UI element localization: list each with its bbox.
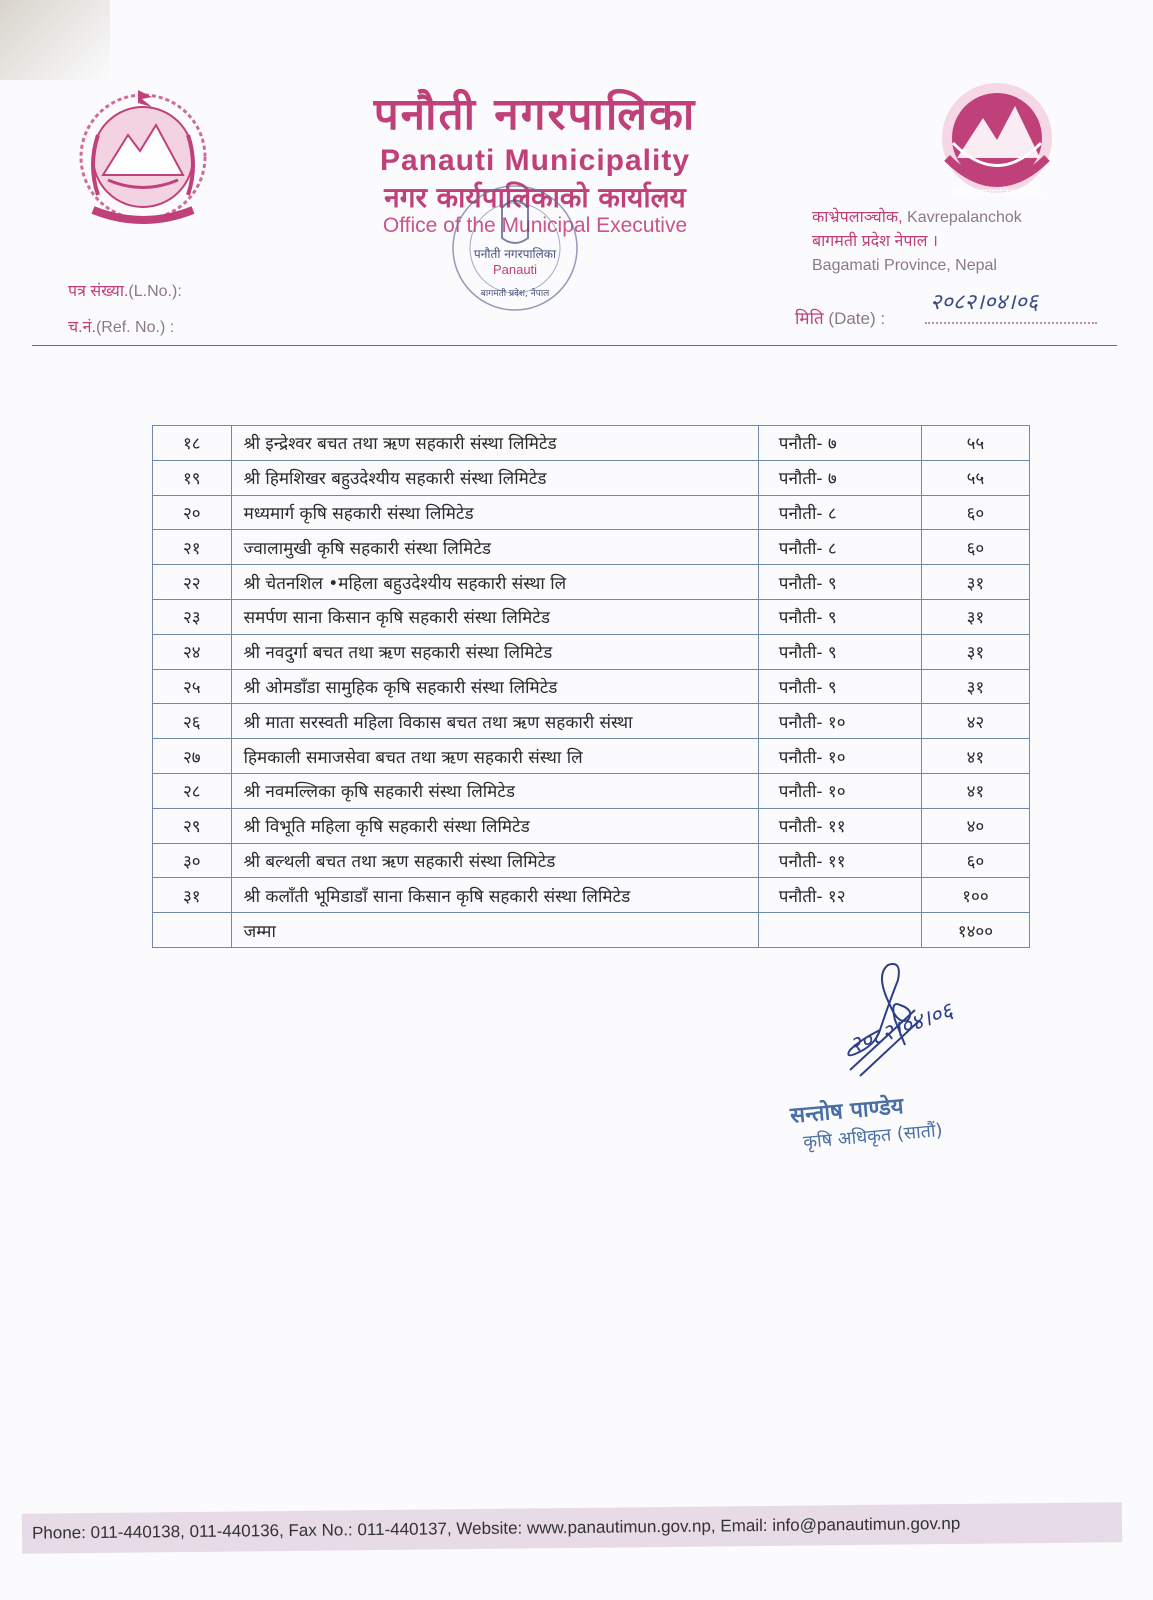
stamp-text-2: Panauti — [492, 262, 538, 277]
municipality-logo-icon — [935, 78, 1060, 203]
address-province-en: Bagamati Province, Nepal — [812, 257, 997, 274]
row-quantity: ३१ — [921, 599, 1029, 634]
signatory-name: सन्तोष पाण्डेय — [789, 1094, 905, 1129]
row-ward: पनौती- ७ — [758, 460, 921, 495]
row-cooperative-name: श्री नवदुर्गा बचत तथा ऋण सहकारी संस्था लिमिटेड — [231, 634, 758, 669]
table-row — [153, 808, 1030, 843]
row-serial-number: २२ — [153, 565, 232, 600]
row-quantity: ६० — [921, 495, 1029, 530]
footer-contact-bar: Phone: 011-440138, 011-440136, Fax No.: 011-440137, Website: www.panautimun.gov.np, Email: info@panautimun.gov.np — [22, 1502, 1122, 1554]
row-serial-number: २६ — [153, 704, 232, 739]
row-cooperative-name: श्री बल्थली बचत तथा ऋण सहकारी संस्था लिमिटेड — [231, 843, 758, 878]
signature-date: २०८२।०४।०६ — [846, 998, 957, 1060]
row-ward: पनौती- ९ — [758, 669, 921, 704]
row-serial-number: २१ — [153, 530, 232, 565]
row-ward: पनौती- ९ — [758, 599, 921, 634]
table-row — [153, 460, 1030, 495]
header-divider — [32, 345, 1117, 346]
stamp-text-1: पनौती नगरपालिका — [473, 247, 557, 261]
row-ward: पनौती- ९ — [758, 634, 921, 669]
stamp-text-3: बागमती प्रदेश, नेपाल — [480, 289, 550, 299]
row-serial-number: २८ — [153, 773, 232, 808]
total-value: १४०० — [921, 913, 1029, 948]
row-serial-number: २३ — [153, 599, 232, 634]
row-serial-number: १८ — [153, 426, 232, 461]
table-row — [153, 739, 1030, 774]
row-ward: पनौती- ११ — [758, 808, 921, 843]
table-row — [153, 878, 1030, 913]
row-serial-number: २९ — [153, 808, 232, 843]
row-serial-number: २० — [153, 495, 232, 530]
office-title-english: Office of the Municipal Executive — [382, 214, 688, 237]
row-serial-number: १९ — [153, 460, 232, 495]
row-ward: पनौती- १० — [758, 739, 921, 774]
page-corner-shade — [0, 0, 110, 80]
table-row — [153, 669, 1030, 704]
total-empty-sn — [153, 913, 232, 948]
municipality-title-english: Panauti Municipality — [379, 144, 691, 177]
table-row — [153, 634, 1030, 669]
row-serial-number: २७ — [153, 739, 232, 774]
row-cooperative-name: श्री हिमशिखर बहुउदेश्यीय सहकारी संस्था लिमिटेड — [231, 460, 758, 495]
office-address — [812, 206, 1022, 278]
row-quantity: ५५ — [921, 426, 1029, 461]
row-cooperative-name: ज्वालामुखी कृषि सहकारी संस्था लिमिटेड — [231, 530, 758, 565]
row-cooperative-name: समर्पण साना किसान कृषि सहकारी संस्था लिमिटेड — [231, 599, 758, 634]
letter-no-en: (L.No.): — [128, 283, 182, 300]
row-quantity: ६० — [921, 843, 1029, 878]
row-cooperative-name: श्री चेतनशिल •महिला बहुउदेश्यीय सहकारी संस्था लि — [231, 565, 758, 600]
row-cooperative-name: श्री कलाँती भूमिडाडाँ साना किसान कृषि सहकारी संस्था लिमिटेड — [231, 878, 758, 913]
row-quantity: ५५ — [921, 460, 1029, 495]
table-row — [153, 426, 1030, 461]
date-label — [795, 306, 885, 329]
nepal-emblem-icon — [68, 85, 218, 235]
row-quantity: ६० — [921, 530, 1029, 565]
table-row — [153, 599, 1030, 634]
row-quantity: ४० — [921, 808, 1029, 843]
row-ward: पनौती- १० — [758, 704, 921, 739]
row-ward: पनौती- ९ — [758, 565, 921, 600]
ref-no-np: च.नं. — [68, 319, 96, 336]
table-row — [153, 704, 1030, 739]
row-quantity: १०० — [921, 878, 1029, 913]
row-serial-number: ३१ — [153, 878, 232, 913]
row-cooperative-name: मध्यमार्ग कृषि सहकारी संस्था लिमिटेड — [231, 495, 758, 530]
table-total-row — [153, 913, 1030, 948]
date-dotted-line — [925, 322, 1097, 324]
date-label-np: मिति — [795, 309, 824, 328]
table-row — [153, 843, 1030, 878]
table-row — [153, 530, 1030, 565]
row-ward: पनौती- ८ — [758, 530, 921, 565]
official-seal-stamp — [440, 178, 590, 318]
row-quantity: ३१ — [921, 565, 1029, 600]
row-cooperative-name: हिमकाली समाजसेवा बचत तथा ऋण सहकारी संस्था लि — [231, 739, 758, 774]
row-quantity: ३१ — [921, 669, 1029, 704]
office-title-nepali: नगर कार्यपालिकाको कार्यालय — [384, 181, 686, 214]
letter-number-label — [68, 279, 182, 301]
address-district-np: काभ्रेपलाञ्चोक, — [812, 209, 903, 226]
row-quantity: ४१ — [921, 773, 1029, 808]
address-district-en: Kavrepalanchok — [907, 209, 1022, 226]
row-quantity: ३१ — [921, 634, 1029, 669]
table-row — [153, 773, 1030, 808]
total-empty-ward — [758, 913, 921, 948]
row-cooperative-name: श्री नवमल्लिका कृषि सहकारी संस्था लिमिटेड — [231, 773, 758, 808]
row-ward: पनौती- १२ — [758, 878, 921, 913]
row-serial-number: २५ — [153, 669, 232, 704]
row-quantity: ४२ — [921, 704, 1029, 739]
reference-number-label — [68, 315, 174, 337]
signatory-title: कृषि अधिकृत (सातौं) — [802, 1119, 944, 1154]
letter-date-value: २०८२।०४।०६ — [930, 290, 1039, 315]
row-cooperative-name: श्री विभूति महिला कृषि सहकारी संस्था लिमिटेड — [231, 808, 758, 843]
address-province-np: बागमती प्रदेश नेपाल । — [812, 233, 938, 250]
ref-no-en: (Ref. No.) : — [95, 319, 175, 336]
total-label: जम्मा — [231, 913, 758, 948]
row-ward: पनौती- १० — [758, 773, 921, 808]
row-serial-number: २४ — [153, 634, 232, 669]
table-row — [153, 495, 1030, 530]
row-cooperative-name: श्री इन्द्रेश्वर बचत तथा ऋण सहकारी संस्था लिमिटेड — [231, 426, 758, 461]
date-label-en: (Date) : — [828, 309, 886, 328]
table-body — [153, 426, 1030, 948]
municipality-title-nepali: पनौती नगरपालिका — [373, 89, 697, 140]
row-quantity: ४१ — [921, 739, 1029, 774]
row-ward: पनौती- ११ — [758, 843, 921, 878]
row-cooperative-name: श्री ओमडाँडा सामुहिक कृषि सहकारी संस्था लिमिटेड — [231, 669, 758, 704]
row-ward: पनौती- ७ — [758, 426, 921, 461]
letter-no-np: पत्र संख्या. — [68, 283, 129, 300]
table-row — [153, 565, 1030, 600]
cooperative-allocation-table — [152, 425, 1030, 948]
row-ward: पनौती- ८ — [758, 495, 921, 530]
logo-text: पनौती नगरपालिका २०७० — [950, 188, 1044, 199]
row-serial-number: ३० — [153, 843, 232, 878]
row-cooperative-name: श्री माता सरस्वती महिला विकास बचत तथा ऋण सहकारी संस्था — [231, 704, 758, 739]
